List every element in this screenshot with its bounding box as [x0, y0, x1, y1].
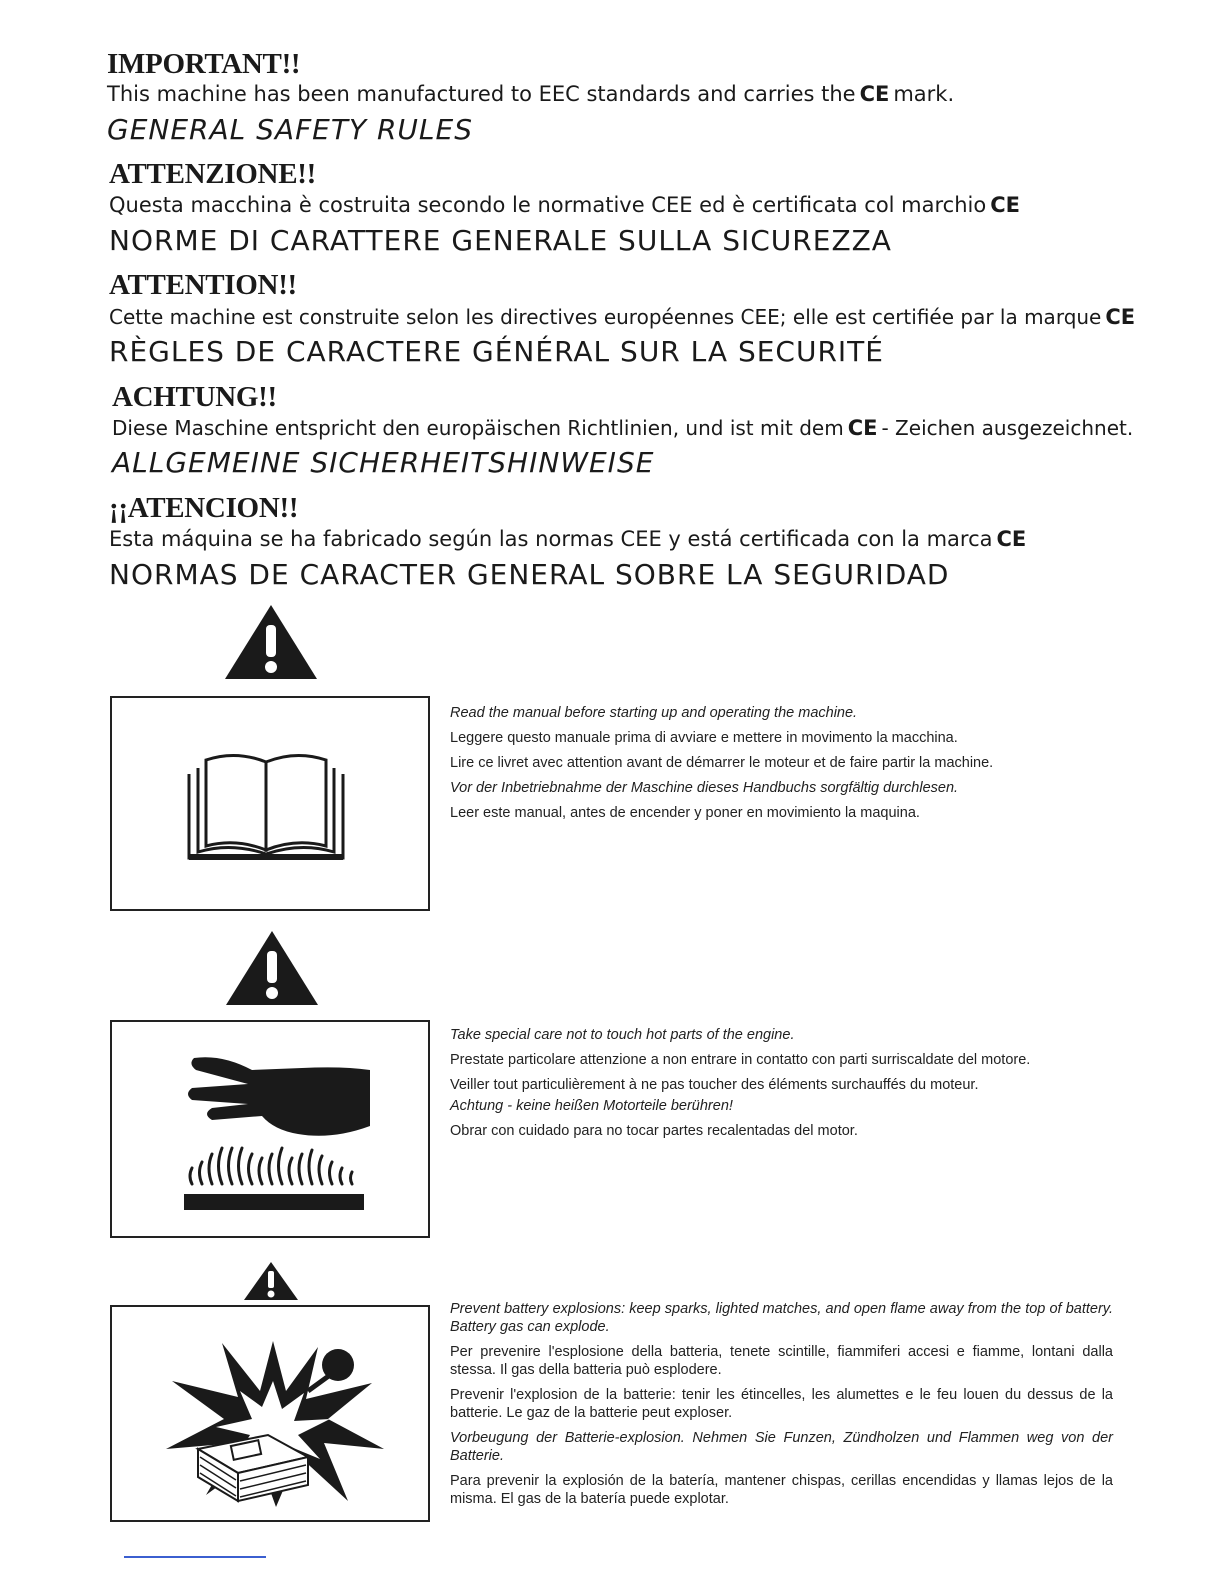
warning-text-manual — [450, 704, 1120, 829]
intro-text: Diese Maschine entspricht den europäischen Richtlinien, und ist mit dem — [112, 416, 844, 440]
warning-text-battery — [450, 1300, 1113, 1515]
title-italian: NORME DI CARATTERE GENERALE SULLA SICUREZZA — [109, 224, 892, 257]
title-german: ALLGEMEINE SICHERHEITSHINWEISE — [112, 446, 655, 479]
intro-italian — [109, 193, 1024, 217]
book-icon — [186, 750, 346, 862]
footer-rule — [124, 1556, 266, 1558]
warning-line-en: Prevent battery explosions: keep sparks, lighted matches, and open flame away from the top of battery. Battery gas can explode. — [450, 1301, 1113, 1335]
warning-triangle-icon — [243, 1261, 299, 1301]
warning-line-de: Vorbeugung der Batterie-explosion. Nehmen Sie Funzen, Zündholzen und Flammen weg von der Batterie. — [450, 1430, 1113, 1464]
intro-german — [112, 416, 1133, 440]
intro-text: Esta máquina se ha fabricado según las normas CEE y está certificada con la marca — [109, 527, 993, 551]
warning-line-en: Read the manual before starting up and operating the machine. — [450, 705, 858, 721]
title-english: GENERAL SAFETY RULES — [107, 113, 473, 146]
warning-line-de: Achtung - keine heißen Motorteile berühren! — [450, 1098, 733, 1114]
title-french: RÈGLES DE CARACTERE GÉNÉRAL SUR LA SECURITÉ — [109, 335, 884, 368]
warning-line-es: Obrar con cuidado para no tocar partes recalentadas del motor. — [450, 1123, 858, 1139]
warning-line-it: Per prevenire l'esplosione della batteria, tenete scintille, fiammiferi accesi e fiamme, lontani dalla stessa. Il gas della batteria può esplodere. — [450, 1344, 1113, 1378]
heading-achtung: ACHTUNG!! — [112, 381, 277, 413]
pictogram-box-battery — [110, 1305, 430, 1522]
warning-triangle-icon — [224, 929, 320, 1007]
warning-text-hot-surface — [450, 1026, 1114, 1147]
ce-mark: CE — [1105, 305, 1136, 329]
intro-french — [109, 305, 1139, 329]
warning-line-de: Vor der Inbetriebnahme der Maschine dieses Handbuchs sorgfältig durchlesen. — [450, 780, 959, 796]
ce-mark: CE — [847, 416, 878, 440]
warning-line-fr: Prevenir l'explosion de la batterie: tenir les étincelles, les alumettes e le feu louen du dessus de la batterie. Le gaz de la batterie peut exploser. — [450, 1387, 1113, 1421]
intro-text: Cette machine est construite selon les directives européennes CEE; elle est certifiée par la marque — [109, 305, 1102, 329]
battery-explosion-icon — [158, 1331, 388, 1507]
ce-mark: CE — [990, 193, 1020, 217]
intro-text: Questa macchina è costruita secondo le normative CEE ed è certificata col marchio — [109, 193, 987, 217]
ce-mark: CE — [859, 82, 890, 106]
warning-line-es: Leer este manual, antes de encender y poner en movimiento la maquina. — [450, 805, 920, 821]
title-spanish: NORMAS DE CARACTER GENERAL SOBRE LA SEGURIDAD — [109, 558, 950, 591]
intro-english — [107, 82, 954, 106]
intro-text: This machine has been manufactured to EEC standards and carries the — [107, 82, 856, 106]
warning-triangle-icon — [223, 603, 319, 681]
ce-mark: CE — [996, 527, 1027, 551]
heading-important: IMPORTANT!! — [107, 48, 301, 80]
warning-line-en: Take special care not to touch hot parts of the engine. — [450, 1027, 795, 1043]
intro-spanish — [109, 527, 1030, 551]
warning-line-it: Leggere questo manuale prima di avviare e mettere in movimento la macchina. — [450, 730, 958, 746]
hot-surface-hand-icon — [182, 1044, 372, 1216]
intro-text-after: - Zeichen ausgezeichnet. — [881, 416, 1134, 440]
intro-text-after: mark. — [893, 82, 955, 106]
pictogram-box-manual — [110, 696, 430, 911]
warning-line-it: Prestate particolare attenzione a non entrare in contatto con parti surriscaldate del motore. — [450, 1052, 1031, 1068]
pictogram-box-hot-surface — [110, 1020, 430, 1238]
heading-atencion: ¡¡ATENCION!! — [109, 492, 299, 524]
heading-attention: ATTENTION!! — [109, 269, 297, 301]
heading-attenzione: ATTENZIONE!! — [109, 158, 316, 190]
warning-line-fr: Veiller tout particulièrement à ne pas toucher des éléments surchauffés du moteur. — [450, 1077, 979, 1093]
warning-line-fr: Lire ce livret avec attention avant de démarrer le moteur et de faire partir la machine. — [450, 755, 994, 771]
warning-line-es: Para prevenir la explosión de la batería, mantener chispas, cerillas encendidas y llamas lejos de la misma. El gas de la batería puede explotar. — [450, 1473, 1113, 1507]
